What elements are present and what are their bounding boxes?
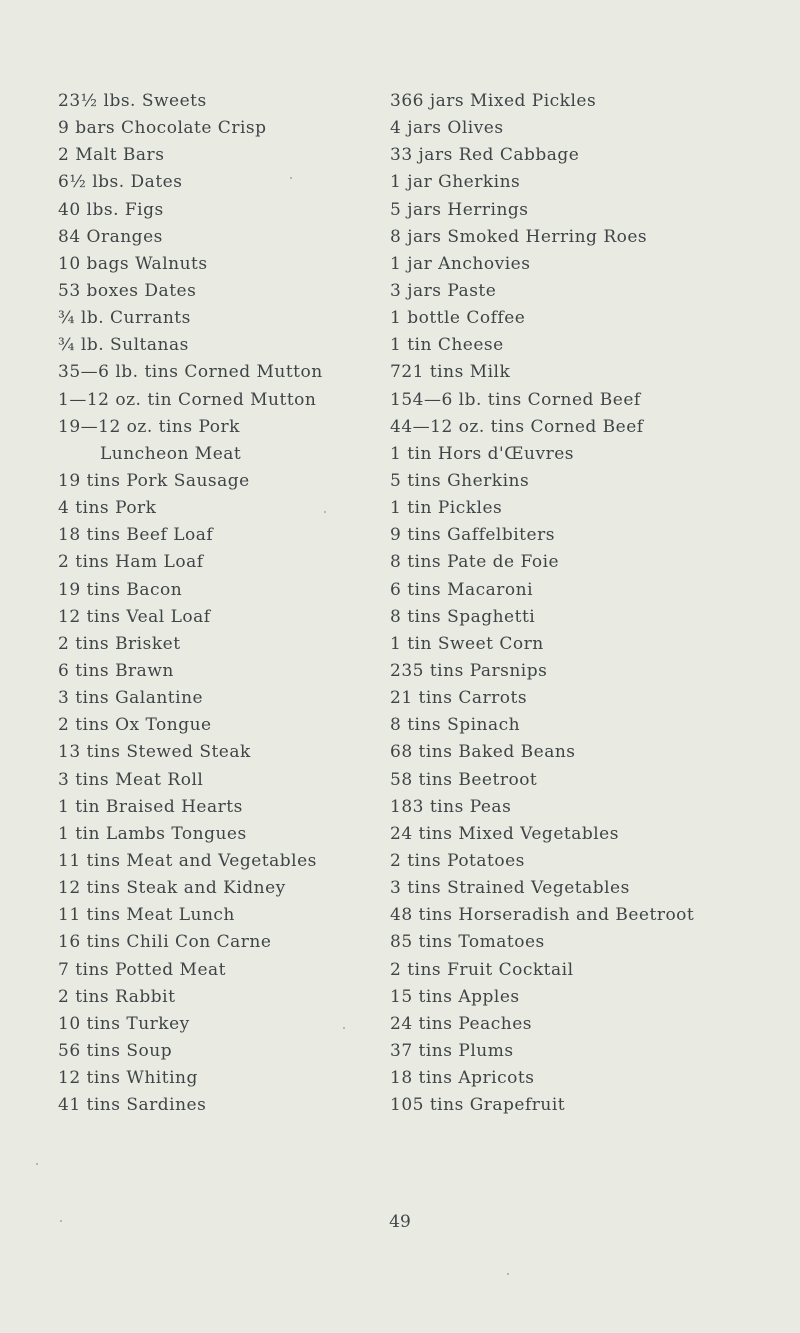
left-list-item: 13 tins Stewed Steak <box>58 742 251 763</box>
left-list-item: 16 tins Chili Con Carne <box>58 932 272 953</box>
left-list-item: 2 tins Brisket <box>58 633 181 654</box>
right-list-item: 24 tins Peaches <box>390 1013 533 1034</box>
left-list-item: 84 Oranges <box>58 226 163 247</box>
left-list-item: 6 tins Brawn <box>58 660 174 681</box>
right-list-item: 235 tins Parsnips <box>390 660 548 681</box>
left-list-item: Luncheon Meat <box>100 443 242 464</box>
right-list-item: 4 jars Olives <box>390 118 504 139</box>
right-list-item: 8 tins Spaghetti <box>390 606 536 627</box>
right-list-item: 721 tins Milk <box>390 362 511 383</box>
right-list-item: 44—12 oz. tins Corned Beef <box>390 416 644 437</box>
page-number: 49 <box>389 1212 411 1232</box>
right-list-item: 1 tin Sweet Corn <box>390 633 544 654</box>
left-list-item: 19—12 oz. tins Pork <box>58 416 240 437</box>
right-list-item: 3 jars Paste <box>390 280 497 301</box>
left-list-item: 56 tins Soup <box>58 1040 173 1061</box>
right-list-item: 85 tins Tomatoes <box>390 932 545 953</box>
left-list-item: 23½ lbs. Sweets <box>58 91 207 111</box>
right-list-item: 1 bottle Coffee <box>390 308 526 329</box>
right-list-item: 154—6 lb. tins Corned Beef <box>390 389 641 410</box>
right-list-item: 1 jar Gherkins <box>390 172 521 193</box>
right-list-item: 1 tin Hors d'Œuvres <box>390 443 575 464</box>
left-list-item: ¾ lb. Sultanas <box>58 335 189 356</box>
left-list-item: ¾ lb. Currants <box>58 308 191 329</box>
left-list-item: 12 tins Veal Loaf <box>58 606 211 627</box>
right-list-item: 6 tins Macaroni <box>390 579 534 600</box>
left-list-item: 2 tins Ham Loaf <box>58 552 204 573</box>
paper-speck <box>507 1273 509 1275</box>
left-list-item: 12 tins Steak and Kidney <box>58 878 286 899</box>
right-list-item: 366 jars Mixed Pickles <box>390 91 597 111</box>
left-list-item: 2 tins Ox Tongue <box>58 715 212 736</box>
right-list-item: 183 tins Peas <box>390 796 512 817</box>
right-list-item: 2 tins Potatoes <box>390 850 525 871</box>
left-list-item: 4 tins Pork <box>58 498 157 519</box>
right-list-item: 24 tins Mixed Vegetables <box>390 823 619 844</box>
left-list-item: 19 tins Bacon <box>58 579 183 600</box>
left-list-item: 12 tins Whiting <box>58 1068 198 1089</box>
left-list-item: 7 tins Potted Meat <box>58 959 226 980</box>
right-list-item: 21 tins Carrots <box>390 688 528 709</box>
left-list-item: 11 tins Meat and Vegetables <box>58 850 317 871</box>
left-list-item: 10 tins Turkey <box>58 1013 190 1034</box>
paper-speck <box>343 1027 345 1029</box>
left-list-item: 2 Malt Bars <box>58 145 165 166</box>
left-list-item: 19 tins Pork Sausage <box>58 470 250 491</box>
left-list-item: 53 boxes Dates <box>58 280 197 301</box>
right-list-item: 8 jars Smoked Herring Roes <box>390 226 648 247</box>
right-list-item: 48 tins Horseradish and Beetroot <box>390 905 695 926</box>
right-list-item: 8 tins Pate de Foie <box>390 552 560 573</box>
left-list-item: 1—12 oz. tin Corned Mutton <box>58 389 317 410</box>
right-list-item: 58 tins Beetroot <box>390 769 538 790</box>
left-list-item: 9 bars Chocolate Crisp <box>58 118 267 139</box>
left-list-item: 41 tins Sardines <box>58 1095 207 1116</box>
left-list-item: 1 tin Braised Hearts <box>58 796 243 817</box>
paper-speck <box>290 177 292 179</box>
left-list-item: 1 tin Lambs Tongues <box>58 823 247 844</box>
left-list-item: 3 tins Galantine <box>58 688 204 709</box>
left-list-item: 18 tins Beef Loaf <box>58 525 214 546</box>
right-list-item: 2 tins Fruit Cocktail <box>390 959 574 980</box>
right-list-item: 18 tins Apricots <box>390 1068 535 1089</box>
left-list-item: 10 bags Walnuts <box>58 253 208 274</box>
right-list-item: 3 tins Strained Vegetables <box>390 878 630 899</box>
right-list-item: 68 tins Baked Beans <box>390 742 576 763</box>
right-list-item: 5 tins Gherkins <box>390 470 530 491</box>
left-list-item: 40 lbs. Figs <box>58 199 164 220</box>
left-list-item: 35—6 lb. tins Corned Mutton <box>58 362 323 383</box>
right-list-item: 5 jars Herrings <box>390 199 529 220</box>
paper-speck <box>324 511 326 513</box>
right-list-item: 9 tins Gaffelbiters <box>390 525 555 546</box>
right-list-item: 1 tin Cheese <box>390 335 504 356</box>
right-column-list <box>390 88 790 1119</box>
left-list-item: 3 tins Meat Roll <box>58 769 204 790</box>
left-list-item: 2 tins Rabbit <box>58 986 176 1007</box>
right-list-item: 37 tins Plums <box>390 1040 514 1061</box>
right-list-item: 8 tins Spinach <box>390 715 521 736</box>
left-column-list <box>58 88 378 1119</box>
right-list-item: 33 jars Red Cabbage <box>390 145 580 166</box>
right-list-item: 1 tin Pickles <box>390 498 503 519</box>
right-list-item: 15 tins Apples <box>390 986 520 1007</box>
right-list-item: 1 jar Anchovies <box>390 253 531 274</box>
paper-speck <box>36 1163 38 1165</box>
right-list-item: 105 tins Grapefruit <box>390 1095 566 1116</box>
left-list-item: 11 tins Meat Lunch <box>58 905 235 926</box>
paper-speck <box>60 1220 62 1222</box>
left-list-item: 6½ lbs. Dates <box>58 172 183 193</box>
